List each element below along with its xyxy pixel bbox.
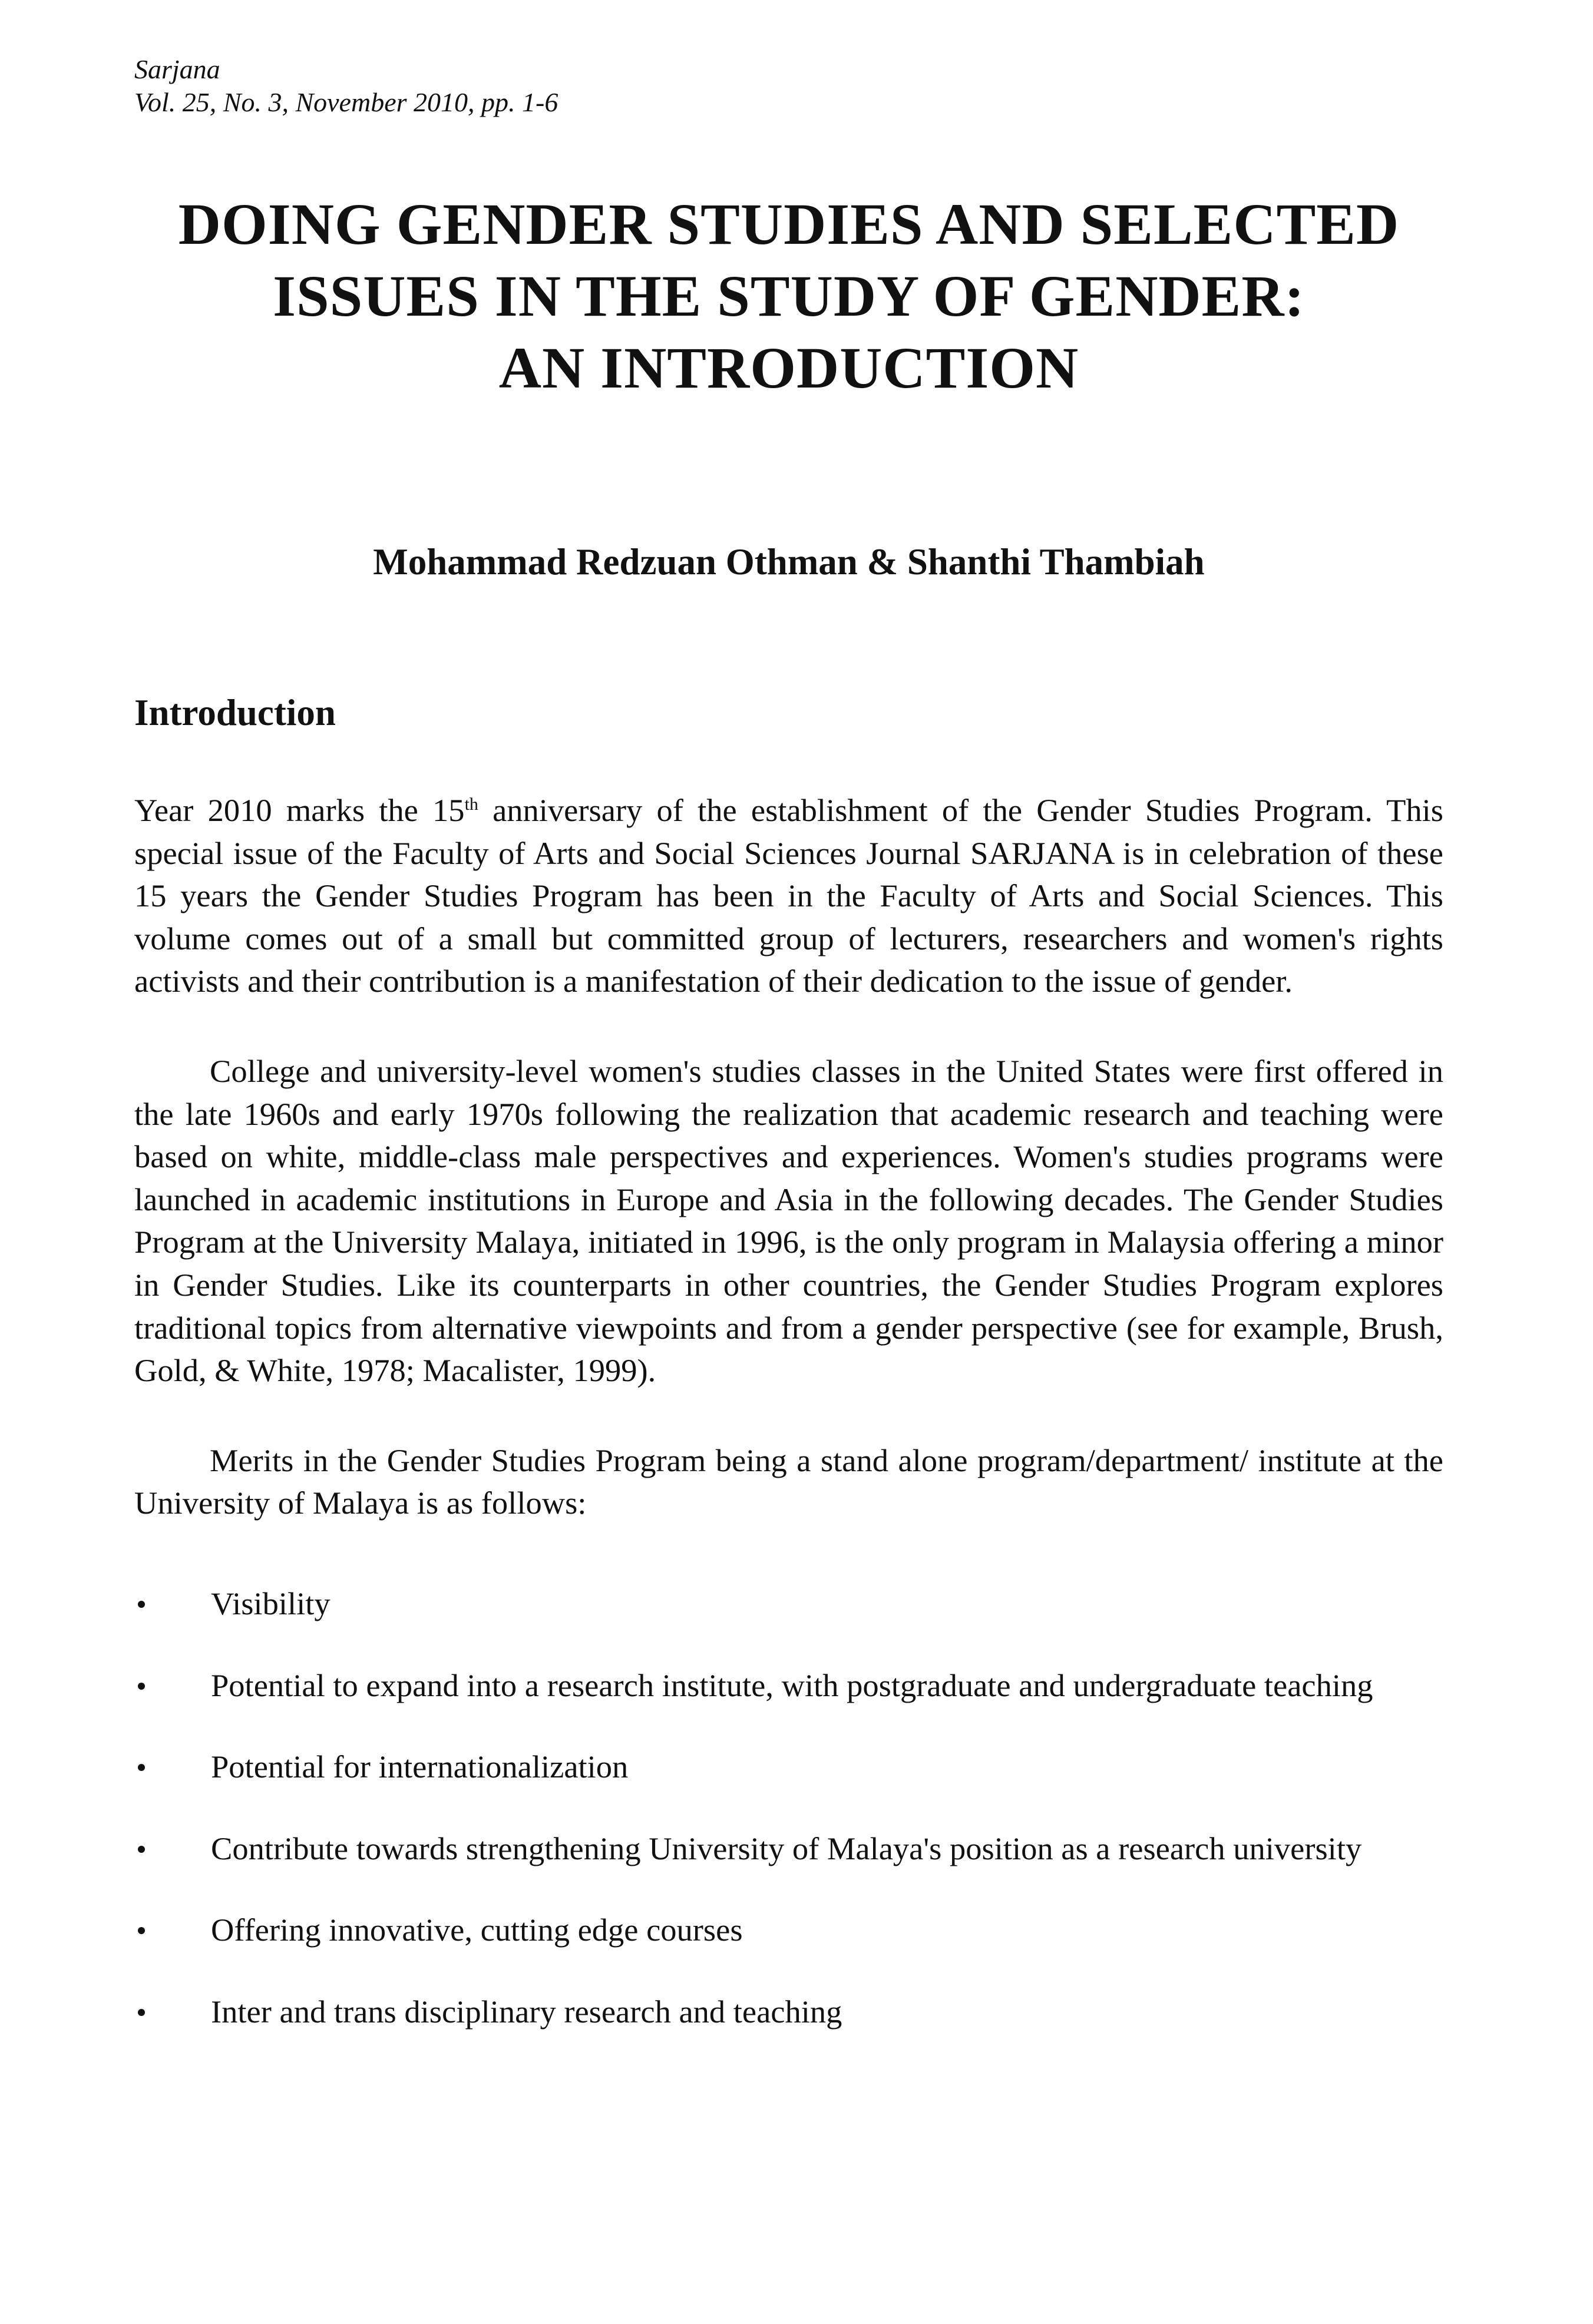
- list-item-text: Contribute towards strengthening University of Malaya's position as a research university: [211, 1830, 1362, 1866]
- list-item-text: Offering innovative, cutting edge courses: [211, 1912, 743, 1948]
- list-item: [134, 1909, 1443, 1952]
- title-line-3: AN INTRODUCTION: [498, 335, 1079, 400]
- list-item-text: Potential to expand into a research institute, with postgraduate and undergraduate teaching: [211, 1667, 1373, 1703]
- section-heading-introduction: Introduction: [134, 692, 336, 733]
- list-item: [134, 1746, 1443, 1789]
- title-line-1: DOING GENDER STUDIES AND SELECTED: [178, 191, 1400, 257]
- list-item: [134, 1583, 1443, 1626]
- author-line: Mohammad Redzuan Othman & Shanthi Thambiah: [373, 541, 1205, 582]
- paper-title: [134, 188, 1443, 404]
- merits-list: [134, 1583, 1443, 2034]
- list-item-text: Potential for internationalization: [211, 1749, 629, 1785]
- journal-volume-line: Vol. 25, No. 3, November 2010, pp. 1-6: [134, 87, 558, 117]
- list-item: [134, 1991, 1443, 2034]
- paragraph-3: Merits in the Gender Studies Program being a stand alone program/department/ institute at the University of Malaya is as follows:: [134, 1442, 1443, 1521]
- paragraph-1-rest: anniversary of the establishment of the Gender Studies Program. This special issue of the Faculty of Arts and Social Sciences Journal SARJANA is in celebration of these 15 years the Gender Studies Program has been in the Faculty of Arts and Social Sciences. This volume comes out of a small but committed group of lecturers, researchers and women's rights activists and their contribution is a manifestation of their dedication to the issue of gender.: [134, 792, 1443, 999]
- ordinal-superscript: th: [464, 794, 478, 814]
- list-item-text: Visibility: [211, 1585, 331, 1621]
- title-line-2: ISSUES IN THE STUDY OF GENDER:: [273, 263, 1305, 329]
- paragraph-2: College and university-level women's studies classes in the United States were first offered in the late 1960s and early 1970s following the realization that academic research and teaching were based on white, middle-class male perspectives and experiences. Women's studies programs were launched in academic institutions in Europe and Asia in the following decades. The Gender Studies Program at the University Malaya, initiated in 1996, is the only program in Malaysia offering a minor in Gender Studies. Like its counterparts in other countries, the Gender Studies Program explores traditional topics from alternative viewpoints and from a gender perspective (see for example, Brush, Gold, & White, 1978; Macalister, 1999).: [134, 1052, 1443, 1389]
- list-item-text: Inter and trans disciplinary research and teaching: [211, 1993, 842, 2030]
- journal-name: Sarjana: [134, 54, 220, 84]
- list-item: [134, 1664, 1443, 1707]
- paragraph-1-start: Year 2010 marks the 15: [134, 792, 465, 828]
- paragraph-1: [134, 789, 1443, 1003]
- list-item: [134, 1828, 1443, 1871]
- paper-page: [134, 53, 1443, 2324]
- journal-header: [134, 53, 1443, 119]
